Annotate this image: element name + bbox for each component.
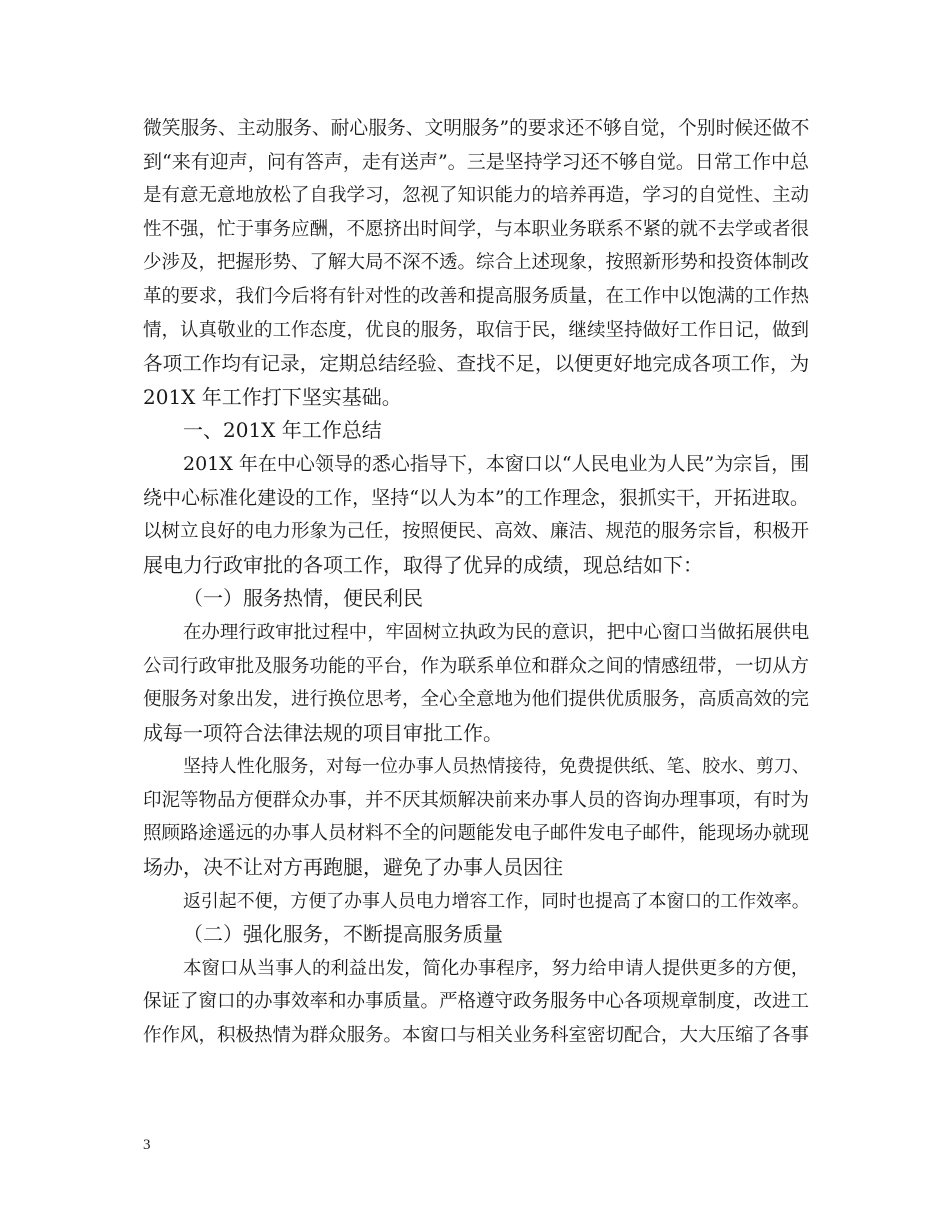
text-line: 本窗口从当事人的利益出发，简化办事程序，努力给申请人提供更多的方便， [183,957,810,979]
text-line: 微笑服务、主动服务、耐心服务、文明服务”的要求还不够自觉，个别时候还做不 [143,118,810,139]
text-line: 作作风，积极热情为群众服务。本窗口与相关业务科室密切配合，大大压缩了各事 [143,1025,810,1047]
body-text [143,112,813,1053]
text-line: 返引起不便，方便了办事人员电力增容工作，同时也提高了本窗口的工作效率。 [183,890,810,912]
text-line: 各项工作均有记录，定期总结经验、查找不足，以便更好地完成各项工作，为 [143,352,810,376]
text-line: 照顾路途遥远的办事人员材料不全的问题能发电子邮件发电子邮件，能现场办就现 [143,823,810,845]
text-line: 保证了窗口的办事效率和办事质量。严格遵守政务服务中心各项规章制度，改进工 [143,991,810,1013]
text-line: 201X 年工作打下坚实基础。 [143,384,402,409]
text-line: 坚持人性化服务，对每一位办事人员热情接待，免费提供纸、笔、胶水、剪刀、 [183,756,810,778]
text-line: 场办，决不让对方再跑腿，避免了办事人员因往 [143,855,563,880]
text-line: （二）强化服务，不断提高服务质量 [183,922,503,947]
text-line: 在办理行政审批过程中，牢固树立执政为民的意识，把中心窗口当做拓展供电 [183,621,810,643]
text-line: 便服务对象出发，进行换位思考，全心全意地为他们提供优质服务，高质高效的完 [143,689,810,711]
text-line: 一、201X 年工作总结 [183,418,382,443]
text-line: （一）服务热情，便民利民 [183,586,423,611]
text-line: 是有意无意地放松了自我学习，忽视了知识能力的培养再造，学习的自觉性、主动 [143,185,810,207]
text-line: 成每一项符合法律法规的项目审批工作。 [143,720,503,745]
text-line: 革的要求，我们今后将有针对性的改善和提高服务质量，在工作中以饱满的工作热 [143,285,810,307]
text-line: 性不强，忙于事务应酬，不愿挤出时间学，与本职业务联系不紧的就不去学或者很 [143,218,810,240]
text-line: 情，认真敬业的工作态度，优良的服务，取信于民，继续坚持做好工作日记，做到 [143,319,810,341]
text-line: 印泥等物品方便群众办事，并不厌其烦解决前来办事人员的咨询办理事项，有时为 [143,789,810,811]
text-line: 展电力行政审批的各项工作，取得了优异的成绩，现总结如下： [143,552,703,577]
text-line: 以树立良好的电力形象为己任，按照便民、高效、廉洁、规范的服务宗旨，积极开 [143,521,810,543]
page-number: 3 [143,1137,151,1153]
text-line: 少涉及，把握形势、了解大局不深不透。综合上述现象，按照新形势和投资体制改 [143,252,810,274]
text-line: 到“来有迎声，问有答声，走有送声”。三是坚持学习还不够自觉。日常工作中总 [143,150,809,173]
text-line: 公司行政审批及服务功能的平台，作为联系单位和群众之间的情感纽带，一切从方 [143,655,810,677]
text-line: 201X 年在中心领导的悉心指导下，本窗口以“人民电业为人民”为宗旨，围 [183,452,810,475]
text-line: 绕中心标准化建设的工作，坚持“以人为本”的工作理念，狠抓实干，开拓进取。 [143,486,809,509]
